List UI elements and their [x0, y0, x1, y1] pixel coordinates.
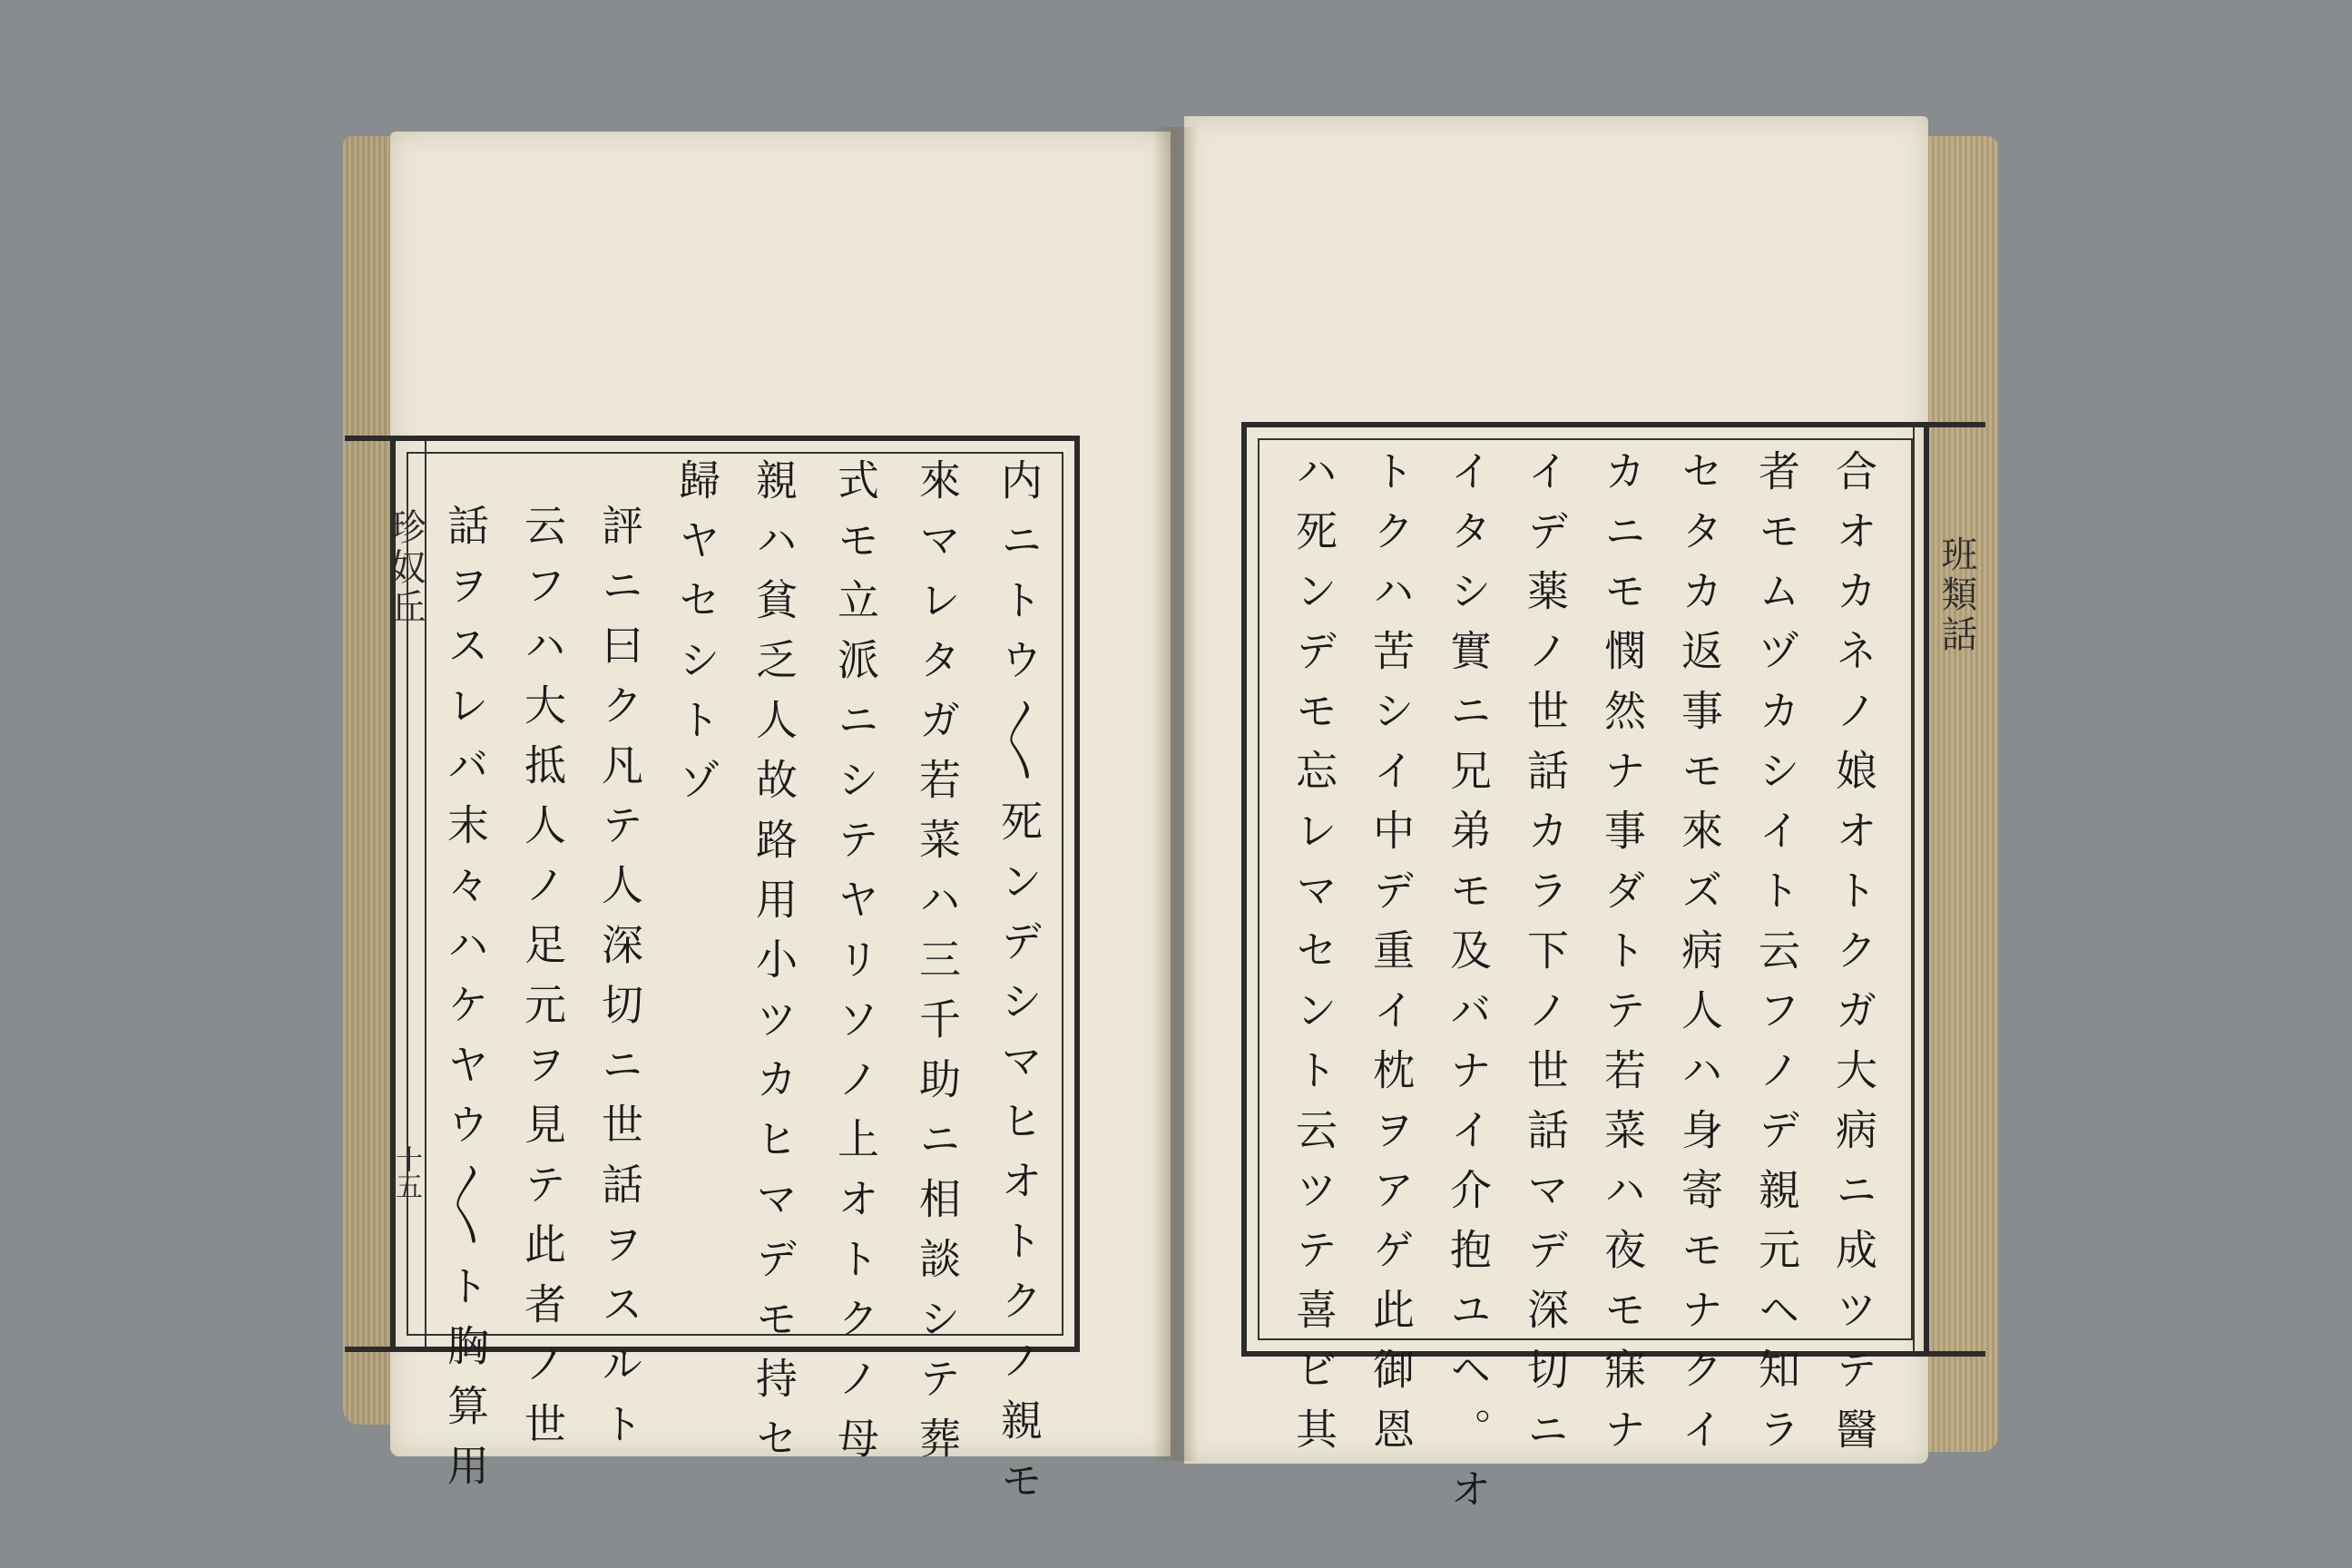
- left-column-6: 評ニ曰ク凡テ人深切ニ世話ヲスルト: [595, 504, 644, 1462]
- right-column-7: トクハ苦シイ中デ重イ枕ヲアゲ此御恩: [1367, 449, 1416, 1467]
- book-gutter: [1152, 127, 1198, 1461]
- left-column-4: 親ハ貧乏人故路用小ツカヒマデモ持セ: [750, 458, 799, 1476]
- right-column-8: ハ死ンデモ忘レマセント云ツテ喜ビ其: [1289, 449, 1338, 1467]
- right-text-frame: [1241, 422, 1929, 1357]
- right-column-6: イタシ實ニ兄弟モ及バナイ介抱ユヘ。オ: [1444, 449, 1493, 1527]
- right-column-4: カニモ憫然ナ事ダトテ若菜ハ夜モ寐ナ: [1598, 449, 1647, 1467]
- right-margin-title: 班類話: [1936, 535, 1977, 655]
- left-margin-title: 珍奴丘: [384, 508, 426, 628]
- right-column-2: 者モムヅカシイト云フノデ親元ヘ知ラ: [1752, 449, 1801, 1467]
- left-text-frame: [390, 436, 1080, 1352]
- left-column-5: 歸ヤセシトゾ: [672, 458, 721, 818]
- right-column-1: 合オカネノ娘オトクガ大病ニ成ツテ醫: [1829, 449, 1878, 1467]
- left-column-7: 云フハ大抵人ノ足元ヲ見テ此者ノ世: [518, 504, 567, 1462]
- left-column-2: 來マレタガ若菜ハ三千助ニ相談シテ葬: [913, 458, 962, 1476]
- right-column-5: イデ薬ノ世話カラ下ノ世話マデ深切ニ: [1521, 449, 1570, 1467]
- left-column-3: 式モ立派ニシテヤリソノ上オトクノ母: [831, 458, 880, 1476]
- right-column-3: セタカ返事モ來ズ病人ハ身寄モナクイ: [1675, 449, 1724, 1467]
- left-column-1: 内ニトウ〳〵死ンデシマヒオトクノ親モ: [995, 458, 1044, 1518]
- left-folio: 十五: [390, 1145, 422, 1200]
- left-column-8: 話ヲスレバ末々ハケヤウ〳〵ト胸算用: [441, 504, 490, 1504]
